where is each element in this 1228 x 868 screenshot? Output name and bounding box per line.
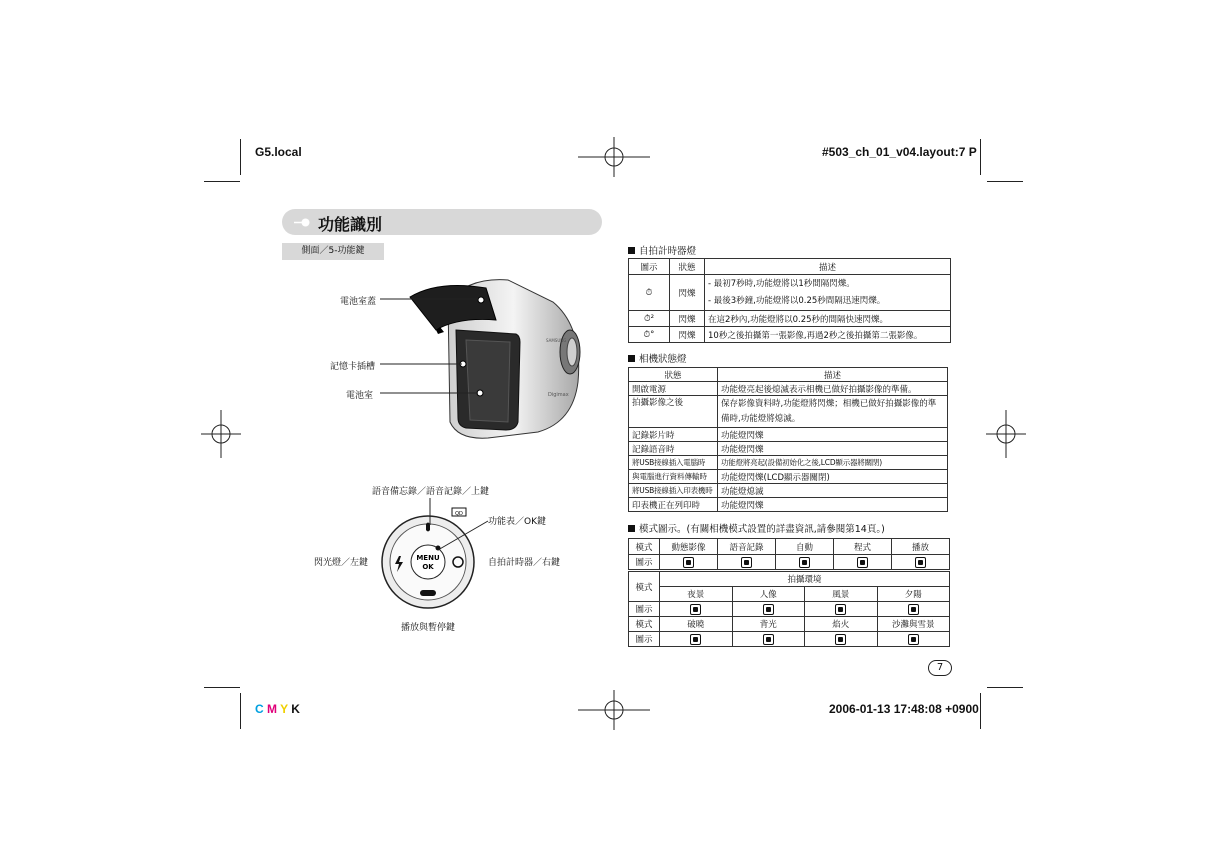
timer-section-heading: 自拍計時器燈 [628,243,696,257]
label-play-pause: 播放與暫停鍵 [401,623,456,633]
fireworks-icon [835,634,846,645]
cmyk-label: C M Y K [255,702,300,716]
table-row: 將USB接線插入電腦時 功能燈將亮起(設備初始化之後,LCD顯示器將關閉) [629,456,948,470]
label-menu-ok: 功能表／OK鍵 [488,517,546,527]
play-pause-icon [420,590,436,596]
movie-mode-icon [683,557,694,568]
table-row: 開啟電源 功能燈亮起後熄滅表示相機已做好拍攝影像的準備。 [629,382,948,396]
self-timer-2s-icon: ⏱² [643,313,655,324]
scene-table: 模式 拍攝環境 夜景 人像 風景 夕陽 圖示 模式 破曉 背光 焰火 沙灘與雪景 圖示 [628,571,950,647]
table-row: ⏱ 閃爍 - 最初7秒時,功能燈將以1秒間隔閃爍。 - 最後3秒鐘,功能燈將以0.25秒間隔迅速閃爍。 [629,275,951,311]
svg-text:OK: OK [422,563,434,571]
beach-snow-icon [908,634,919,645]
table-row: ⏱² 閃爍 在這2秒內,功能燈將以0.25秒的間隔快速閃爍。 [629,311,951,327]
program-mode-icon [857,557,868,568]
landscape-icon [835,604,846,615]
play-mode-icon [915,557,926,568]
table-row: 將USB接線插入印表機時 功能燈熄滅 [629,484,948,498]
table-row: ⏱° 閃爍 10秒之後拍攝第一張影像,再過2秒之後拍攝第二張影像。 [629,327,951,343]
header-left: G5.local [255,145,302,159]
label-battery-cover: 電池室蓋 [340,297,377,307]
header-right: #503_ch_01_v04.layout:7 P [822,145,977,159]
mode-section-heading: 模式圖示。(有關相機模式設置的詳盡資訊,請參閱第14頁。) [628,521,885,535]
portrait-icon [763,604,774,615]
status-section-heading: 相機狀態燈 [628,351,687,365]
label-timer-right: 自拍計時器／右鍵 [488,558,561,568]
table-row: 拍攝影像之後 保存影像資料時,功能燈將閃爍；相機已做好拍攝影像的準備時,功能燈將熄滅。 [629,396,948,428]
svg-text:QD: QD [455,511,463,517]
svg-text:SAMSUNG: SAMSUNG [546,338,567,343]
label-card-slot: 記憶卡插槽 [330,362,376,372]
footer-timestamp: 2006-01-13 17:48:08 +0900 [829,702,979,716]
auto-mode-icon [799,557,810,568]
status-table: 狀態 描述 開啟電源 功能燈亮起後熄滅表示相機已做好拍攝影像的準備。 拍攝影像之後 保存影像資料時,功能燈將閃爍；相機已做好拍攝影像的準備時,功能燈將熄滅。 記錄影片時 功能燈閃爍 記錄語音時 功能燈閃爍 將USB接線插入電腦時 功能燈將亮起(設備初始化之後,LCD顯示器將關閉) 與電腦進行資料傳輸時 功能燈閃爍(LCD顯示器關閉) 將USB接線插入印表機時 功能燈熄滅 印表機正在列印時 功能燈閃爍 [628,367,948,512]
label-voice-button: 語音備忘錄／語音記錄／上鍵 [372,487,490,497]
callout-lines [0,0,600,440]
subtitle: 側面／5-功能鍵 [282,243,384,260]
self-timer-icon: ⏱ [645,287,653,298]
dawn-icon [690,634,701,645]
night-scene-icon [690,604,701,615]
table-row: 記錄影片時 功能燈閃爍 [629,428,948,442]
table-row: 印表機正在列印時 功能燈閃爍 [629,498,948,512]
table-row: 記錄語音時 功能燈閃爍 [629,442,948,456]
svg-text:Digimax: Digimax [548,392,569,398]
label-flash-left: 閃光燈／左鍵 [314,558,369,568]
svg-text:MENU: MENU [416,554,440,562]
label-battery-chamber: 電池室 [346,391,374,401]
table-row: 與電腦進行資料傳輸時 功能燈閃爍(LCD顯示器關閉) [629,470,948,484]
timer-table: 圖示 狀態 描述 ⏱ 閃爍 - 最初7秒時,功能燈將以1秒間隔閃爍。 - 最後3秒鐘,功能燈將以0.25秒間隔迅速閃爍。 ⏱² 閃爍 在這2秒內,功能燈將以0.25秒的間隔快速閃爍。 ⏱° 閃爍 10秒之後拍攝第一張影像,再過2秒之後拍攝第二張影像。 [628,258,951,343]
sunset-icon [908,604,919,615]
voice-record-icon [741,557,752,568]
page-number: 7 [928,660,952,676]
self-timer-double-icon: ⏱° [643,329,655,340]
mode-table: 模式 動態影像 語音記錄 自動 程式 播放 圖示 [628,538,950,570]
backlight-icon [763,634,774,645]
page-title: 功能識別 [318,215,383,234]
